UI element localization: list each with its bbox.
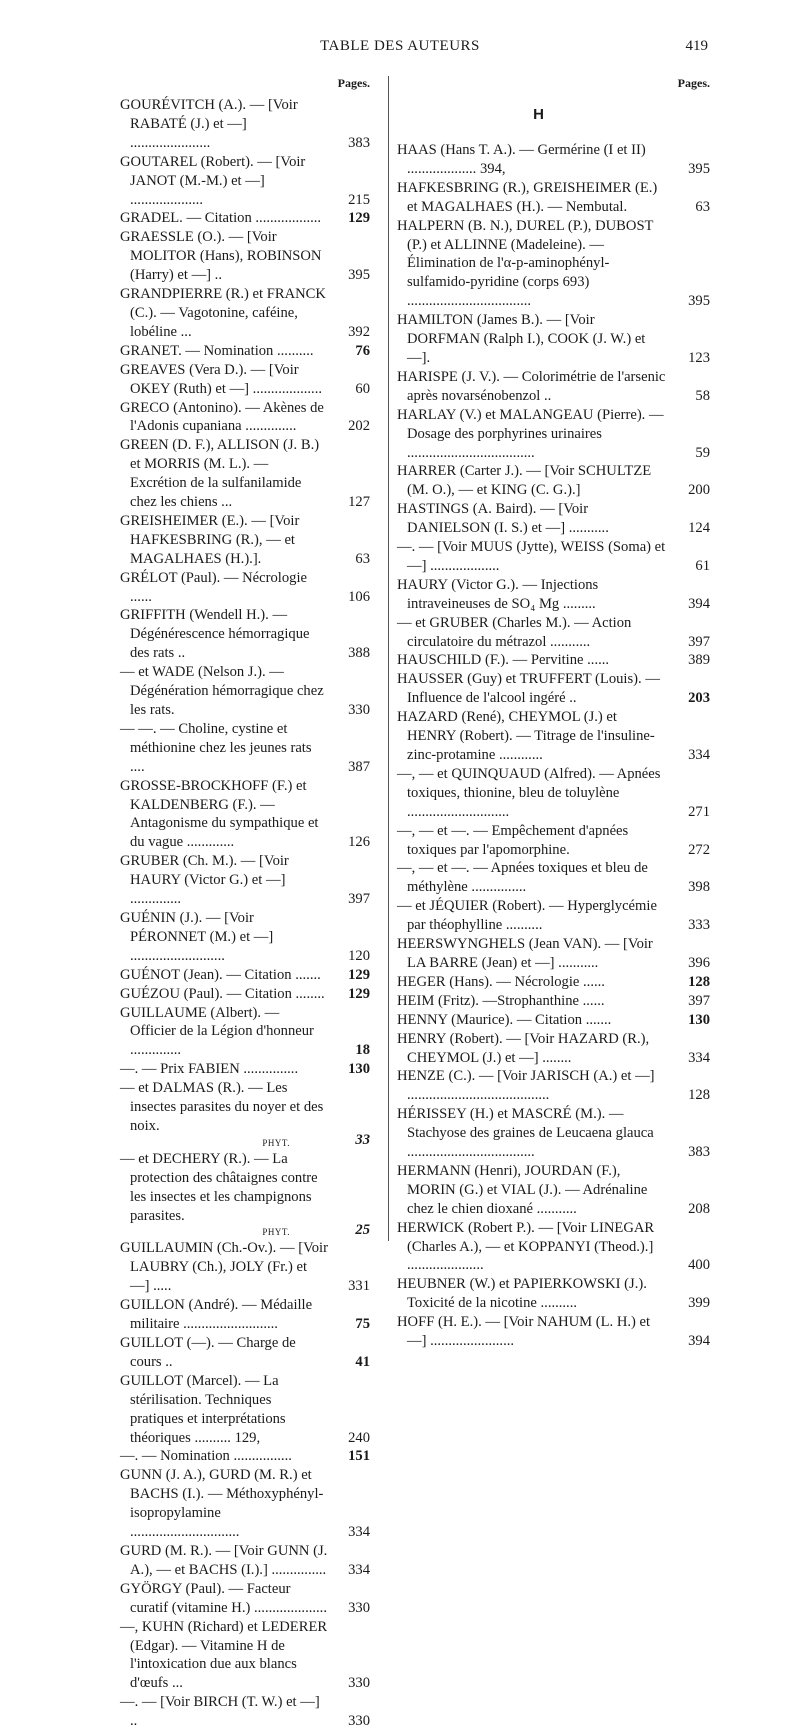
entry-text: GRADEL. — Citation .................. (120, 210, 322, 227)
entry-text: GUÉNOT (Jean). — Citation ....... (120, 966, 321, 983)
index-entry (120, 1079, 370, 1150)
entry-text: HARISPE (J. V.). — Colorimétrie de l'arsenic après novarsénobenzol .. (397, 368, 666, 404)
index-entry (397, 1275, 710, 1313)
index-entry (120, 1372, 370, 1448)
page-ref: 129 (348, 210, 370, 227)
entry-text: HÉRISSEY (H.) et MASCRÉ (M.). — Stachyose des graines de Leucaena glauca ................................... (397, 1106, 654, 1161)
index-entry (397, 1162, 710, 1219)
index-entry (397, 1219, 710, 1276)
entry-text: HARLAY (V.) et MALANGEAU (Pierre). — Dosage des porphyrines urinaires ................................... (397, 406, 664, 461)
page-ref: 215 (348, 191, 370, 208)
page-ref: 127 (348, 494, 370, 511)
entry-text: GOURÉVITCH (A.). — [Voir RABATÉ (J.) et —] ...................... (120, 97, 298, 151)
index-entry (120, 399, 370, 437)
entry-text: —. — [Voir MUUS (Jytte), WEISS (Soma) et —] ................... (397, 539, 666, 574)
page-ref: 128 (688, 1087, 710, 1104)
page-ref: 202 (348, 418, 370, 435)
index-entry (120, 966, 370, 985)
index-entry (120, 512, 370, 569)
section-letter: H (533, 106, 544, 123)
entry-text: — et WADE (Nelson J.). — Dégénération hémorragique chez les rats. (120, 664, 324, 718)
page-ref: 272 (688, 841, 710, 858)
index-entry (120, 1618, 370, 1694)
index-entry (120, 285, 370, 342)
index-entry (120, 852, 370, 909)
page-ref: 126 (348, 834, 370, 851)
page-ref: 203 (688, 690, 710, 707)
entry-text: HAZARD (René), CHEYMOL (J.) et HENRY (Robert). — Titrage de l'insuline-zinc-protamine ............ (397, 709, 655, 763)
page-ref: 129 (348, 985, 370, 1002)
index-entry (120, 663, 370, 720)
page-ref: 240 (348, 1429, 370, 1446)
page-ref: 63 (355, 550, 370, 567)
index-entry (120, 209, 370, 228)
index-entry (397, 217, 710, 312)
index-entry (397, 651, 710, 670)
page-ref: 334 (348, 1561, 370, 1578)
index-entry (120, 1004, 370, 1061)
index-entry (120, 1060, 370, 1079)
index-entry (120, 909, 370, 966)
left-column (120, 70, 370, 1731)
entry-text: HENZE (C.). — [Voir JARISCH (A.) et —] ....................................... (397, 1068, 655, 1104)
index-entry (397, 576, 710, 614)
entry-text: HERWICK (Robert P.). — [Voir LINEGAR (Charles A.), — et KOPPANYI (Theod.).] ..................... (397, 1219, 655, 1274)
page-ref: 389 (688, 652, 710, 669)
page-ref: 120 (348, 947, 370, 964)
index-entry (120, 1466, 370, 1542)
index-entry (120, 1542, 370, 1580)
page-ref: 330 (348, 1713, 370, 1730)
entry-text: HAMILTON (James B.). — [Voir DORFMAN (Ralph I.), COOK (J. W.) et —]. (397, 312, 646, 366)
index-entry (120, 1150, 370, 1240)
index-entry (120, 720, 370, 777)
entry-text: HERMANN (Henri), JOURDAN (F.), MORIN (G.) et VIAL (J.). — Adrénaline chez le chien dioxané ........... (397, 1162, 648, 1217)
entry-text: — et DALMAS (R.). — Les insectes parasites du noyer et des noix. (120, 1080, 324, 1134)
index-entry (397, 1105, 710, 1162)
page-ref: 397 (348, 891, 370, 908)
page-ref: 33 (355, 1131, 370, 1148)
index-entry (397, 1067, 710, 1105)
page-ref: 106 (348, 588, 370, 605)
page-ref: 394 (688, 595, 710, 612)
section-tag: PHYT. (262, 1227, 290, 1238)
page-ref: 330 (348, 1599, 370, 1616)
page-ref: 76 (355, 342, 370, 359)
entry-text: GRUBER (Ch. M.). — [Voir HAURY (Victor G.) et —] .............. (120, 853, 289, 908)
entry-text: GUILLOT (—). — Charge de cours .. (120, 1335, 296, 1370)
entry-text: GRANDPIERRE (R.) et FRANCK (C.). — Vagotonine, caféine, lobéline ... (120, 286, 326, 340)
entry-text: HEIM (Fritz). —Strophanthine ...... (397, 992, 605, 1009)
entry-text: —, — et —. — Apnées toxiques et bleu de méthylène ............... (397, 860, 648, 896)
entry-text: HALPERN (B. N.), DUREL (P.), DUBOST (P.) et ALLINNE (Madeleine). — Élimination de l'α-p-aminophényl-sulfamido-pyridine (corps 693) .................................. (397, 217, 654, 310)
page-ref: 398 (688, 879, 710, 896)
index-entry (120, 606, 370, 663)
entry-text: GURD (M. R.). — [Voir GUNN (J. A.), — et BACHS (I.).] ............... (120, 1542, 328, 1578)
entry-text: GRAESSLE (O.). — [Voir MOLITOR (Hans), ROBINSON (Harry) et —] .. (120, 229, 322, 284)
entry-text: HAUSCHILD (F.). — Pervitine ...... (397, 652, 610, 669)
index-entry (397, 670, 710, 708)
index-entry (120, 1334, 370, 1372)
page-ref: 151 (348, 1448, 370, 1465)
pages-header: Pages. (677, 76, 710, 90)
page-ref: 61 (695, 557, 710, 574)
page-ref: 123 (688, 349, 710, 366)
entry-text: HENNY (Maurice). — Citation ....... (397, 1011, 612, 1028)
page-ref: 75 (355, 1316, 370, 1333)
index-entry (397, 973, 710, 992)
page-ref: 395 (688, 293, 710, 310)
index-entry (397, 708, 710, 765)
index-entry (397, 614, 710, 652)
page-ref: 330 (348, 702, 370, 718)
page-ref: 399 (688, 1295, 710, 1312)
entry-text: — et JÉQUIER (Robert). — Hyperglycémie par théophylline .......... (397, 898, 657, 934)
page-ref: 129 (348, 966, 370, 983)
page-ref: 334 (348, 1524, 370, 1541)
page-ref: 334 (688, 747, 710, 763)
index-entry (120, 1296, 370, 1334)
page-ref: 128 (688, 973, 710, 990)
page-ref: 396 (688, 954, 710, 971)
entry-text: GUILLON (André). — Médaille militaire .......................... (120, 1297, 313, 1333)
index-entry (397, 765, 710, 822)
entry-text: — et DECHERY (R.). — La protection des châtaignes contre les insectes et les champignons parasites. (120, 1150, 318, 1224)
entry-text: GRIFFITH (Wendell H.). — Dégénérescence hémorragique des rats .. (120, 607, 310, 662)
page-ref: 395 (348, 267, 370, 284)
entry-text: HAURY (Victor G.). — Injections intraveineuses de SO₄ Mg ......... (397, 576, 599, 612)
page-ref: 124 (688, 520, 710, 537)
section-tag: PHYT. (262, 1137, 290, 1148)
entry-text: GYÖRGY (Paul). — Facteur curatif (vitamine H.) .................... (120, 1580, 327, 1616)
running-title: TABLE DES AUTEURS (320, 38, 480, 54)
page-ref: 200 (688, 482, 710, 499)
page-ref: 330 (348, 1675, 370, 1692)
right-column (397, 70, 710, 1351)
index-entry (120, 777, 370, 853)
entry-text: GRANET. — Nomination .......... (120, 342, 314, 359)
page-ref: 333 (688, 917, 710, 934)
index-entry (397, 1030, 710, 1068)
entry-text: HENRY (Robert). — [Voir HAZARD (R.), CHEYMOL (J.) et —] ........ (397, 1030, 650, 1066)
page-ref: 383 (688, 1144, 710, 1161)
page-ref: 130 (688, 1011, 710, 1028)
index-entry (397, 462, 710, 500)
entry-text: —. — Nomination ................ (120, 1448, 292, 1465)
entry-text: GROSSE-BROCKHOFF (F.) et KALDENBERG (F.). — Antagonisme du sympathique et du vague ............. (120, 777, 319, 851)
entry-text: GREAVES (Vera D.). — [Voir OKEY (Ruth) et —] ................... (120, 361, 322, 397)
index-entry (120, 569, 370, 607)
entry-text: GUILLOT (Marcel). — La stérilisation. Techniques pratiques et interprétations théoriques .......... 129, (120, 1372, 286, 1446)
entry-text: GREEN (D. F.), ALLISON (J. B.) et MORRIS (M. L.). — Excrétion de la sulfanilamide chez les chiens ... (120, 437, 320, 511)
page-ref: 18 (355, 1042, 370, 1059)
index-entry (120, 1580, 370, 1618)
entry-text: HAFKESBRING (R.), GREISHEIMER (E.) et MAGALHAES (H.). — Nembutal. (397, 179, 658, 215)
index-entry (397, 179, 710, 217)
index-entry (120, 153, 370, 210)
entry-text: —, — et QUINQUAUD (Alfred). — Apnées toxiques, thionine, bleu de toluylène ............................ (397, 765, 661, 820)
entry-text: HAUSSER (Guy) et TRUFFERT (Louis). — Influence de l'alcool ingéré .. (397, 671, 660, 707)
entry-text: GRECO (Antonino). — Akènes de l'Adonis cupaniana .............. (120, 399, 324, 435)
page-ref: 60 (355, 380, 370, 397)
entry-text: GUNN (J. A.), GURD (M. R.) et BACHS (I.). — Méthoxyphényl-isopropylamine .............................. (120, 1467, 324, 1541)
entry-text: —. — Prix FABIEN ............... (120, 1061, 299, 1078)
page-ref: 130 (348, 1061, 370, 1078)
entry-text: HASTINGS (A. Baird). — [Voir DANIELSON (I. S.) et —] ........... (397, 501, 609, 537)
index-entry (397, 141, 710, 179)
entry-text: HEERSWYNGHELS (Jean VAN). — [Voir LA BARRE (Jean) et —] ........... (397, 936, 653, 971)
page-ref: 397 (688, 992, 710, 1009)
entry-text: GREISHEIMER (E.). — [Voir HAFKESBRING (R.), — et MAGALHAES (H.).]. (120, 512, 300, 567)
entry-text: GRÉLOT (Paul). — Nécrologie ...... (120, 569, 307, 605)
index-entry (120, 1447, 370, 1466)
page-ref: 63 (695, 198, 710, 215)
page-ref: 208 (688, 1200, 710, 1217)
index-entry (397, 311, 710, 368)
index-entry (397, 859, 710, 897)
entry-text: HAAS (Hans T. A.). — Germérine (I et II) ................... 394, (397, 142, 646, 177)
page-ref: 387 (348, 758, 370, 775)
entry-text: —, — et —. — Empêchement d'apnées toxiques par l'apomorphine. (397, 822, 629, 858)
index-entry (397, 538, 710, 576)
index-entry (120, 1693, 370, 1731)
page-number: 419 (685, 38, 708, 54)
index-entry (120, 96, 370, 153)
entry-text: HEGER (Hans). — Nécrologie ...... (397, 973, 605, 990)
index-entry (397, 1011, 710, 1030)
pages-header: Pages. (337, 76, 370, 90)
index-entries (397, 141, 710, 1351)
entry-text: — —. — Choline, cystine et méthionine chez les jeunes rats .... (120, 720, 312, 775)
entry-text: —, KUHN (Richard) et LEDERER (Edgar). — Vitamine H de l'intoxication due aux blancs d'œufs ... (120, 1618, 328, 1692)
index-entry (397, 368, 710, 406)
index-entry (397, 406, 710, 463)
index-entry (120, 228, 370, 285)
page-ref: 397 (688, 633, 710, 650)
index-entry (120, 436, 370, 512)
entry-text: HARRER (Carter J.). — [Voir SCHULTZE (M. O.), — et KING (C. G.).] (397, 463, 652, 499)
index-entry (120, 361, 370, 399)
entry-text: GUILLAUME (Albert). — Officier de la Légion d'honneur .............. (120, 1004, 314, 1059)
page-ref: 388 (348, 645, 370, 662)
index-entry (397, 992, 710, 1011)
page-ref: 400 (688, 1257, 710, 1274)
index-entry (397, 1313, 710, 1351)
page-ref: 395 (688, 160, 710, 177)
entry-text: HOFF (H. E.). — [Voir NAHUM (L. H.) et —] ....................... (397, 1314, 651, 1350)
column-divider (388, 76, 389, 1241)
index-entry (397, 935, 710, 973)
page-ref: 59 (695, 444, 710, 461)
page-ref: 41 (355, 1353, 370, 1370)
page-ref: 334 (688, 1049, 710, 1066)
page-ref: 271 (688, 803, 710, 820)
index-entry (120, 985, 370, 1004)
index-entry (397, 822, 710, 860)
entry-text: GOUTAREL (Robert). — [Voir JANOT (M.-M.) et —] .................... (120, 153, 306, 208)
page-ref: 331 (348, 1278, 370, 1295)
page-ref: 383 (348, 134, 370, 151)
page-ref: 394 (688, 1333, 710, 1350)
index-entry (397, 897, 710, 935)
entry-text: —. — [Voir BIRCH (T. W.) et —] .. (120, 1694, 320, 1730)
index-entry (120, 342, 370, 361)
index-entry (120, 1239, 370, 1296)
entry-text: GUILLAUMIN (Ch.-Ov.). — [Voir LAUBRY (Ch.), JOLY (Fr.) et —] ..... (120, 1240, 328, 1295)
entry-text: HEUBNER (W.) et PAPIERKOWSKI (J.). Toxicité de la nicotine .......... (397, 1276, 647, 1312)
page-ref: 25 (355, 1221, 370, 1238)
page-ref: 58 (695, 387, 710, 404)
index-entries (120, 96, 370, 1731)
page-ref: 392 (348, 323, 370, 340)
entry-text: — et GRUBER (Charles M.). — Action circulatoire du métrazol ........... (397, 614, 632, 650)
entry-text: GUÉNIN (J.). — [Voir PÉRONNET (M.) et —] .......................... (120, 909, 274, 964)
entry-text: GUÉZOU (Paul). — Citation ........ (120, 985, 325, 1002)
index-entry (397, 500, 710, 538)
